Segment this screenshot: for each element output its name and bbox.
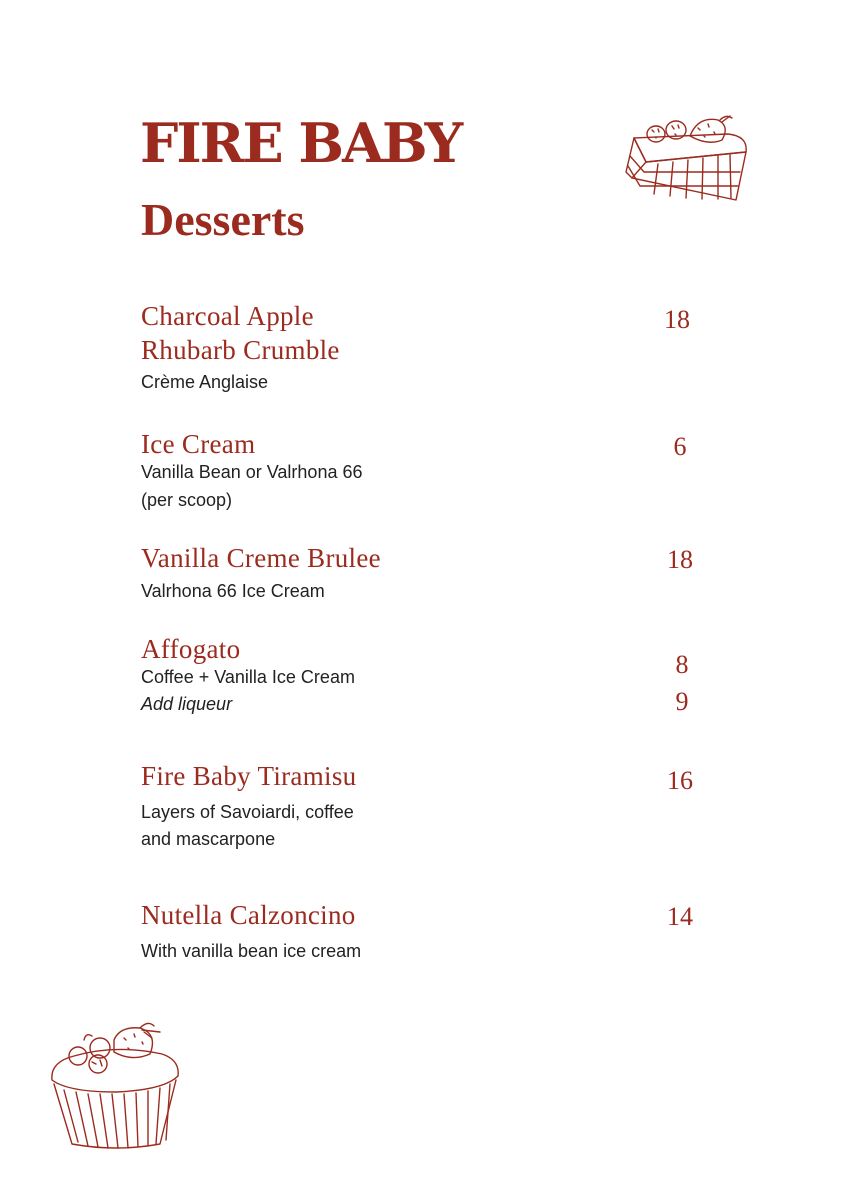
item-price: 14: [667, 902, 693, 931]
item-price: 6: [673, 432, 687, 461]
cake-slice-illustration: [618, 112, 758, 212]
item-price: 16: [667, 766, 693, 795]
item-name: Vanilla Creme Brulee: [141, 543, 381, 573]
item-description: Crème Anglaise: [141, 372, 269, 392]
item-price: 18: [667, 545, 693, 574]
item-addon: Add liqueur: [141, 694, 233, 714]
item-name: Affogato: [141, 634, 241, 664]
item-name: Nutella Calzoncino: [141, 900, 356, 930]
item-description: (per scoop): [141, 490, 233, 510]
menu-subtitle: Desserts: [141, 194, 305, 245]
cupcake-illustration: [44, 1018, 186, 1154]
item-name: Ice Cream: [141, 429, 256, 459]
addon-price: 9: [675, 687, 689, 716]
item-price: 8: [675, 650, 689, 679]
item-description: With vanilla bean ice cream: [141, 941, 362, 961]
item-description: and mascarpone: [141, 829, 276, 849]
item-description: Vanilla Bean or Valrhona 66: [141, 462, 363, 482]
item-description: Layers of Savoiardi, coffee: [141, 802, 354, 822]
item-description: Coffee + Vanilla Ice Cream: [141, 667, 355, 687]
item-name: Rhubarb Crumble: [141, 335, 340, 365]
item-description: Valrhona 66 Ice Cream: [141, 581, 325, 601]
item-name: Charcoal Apple: [141, 301, 314, 331]
item-price: 18: [664, 305, 690, 334]
menu-title: FIRE BABY: [140, 111, 462, 175]
item-name: Fire Baby Tiramisu: [141, 761, 357, 791]
